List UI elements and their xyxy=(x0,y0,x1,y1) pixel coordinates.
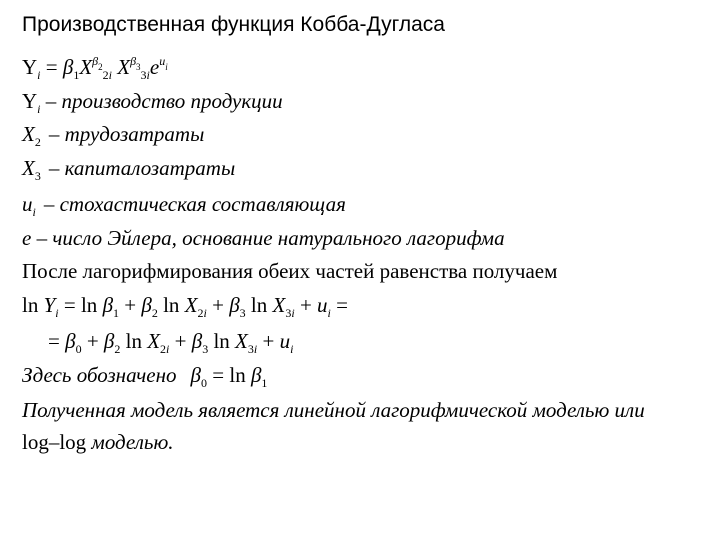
conclusion-line-1: Полученная модель является линейной лагорифмической моделью или xyxy=(22,398,645,422)
log-formula-2: = $\beta_0 + \beta_2$ $\ln X_{2i} + \beta_3$ $\ln X_{3i} + u_i$ xyxy=(48,329,294,356)
page-title: Производственная функция Кобба-Дугласа xyxy=(22,13,445,36)
def-x2: $X_2$ – трудозатраты xyxy=(22,122,205,149)
def-x3: $X_3$ – капиталозатраты xyxy=(22,156,236,183)
conclusion-line-2: log–log моделью. xyxy=(22,430,174,454)
log-intro: После лагорифмирования обеих частей равенства получаем xyxy=(22,259,558,283)
def-u: $u_i$ – стохастическая составляющая xyxy=(22,192,346,219)
here-denoted: Здесь обозначено $\beta_0 = \ln \beta_1$ xyxy=(22,363,268,390)
def-e: e – число Эйлера, основание натурального лагорифма xyxy=(22,226,505,250)
def-y: $Y_i$ – производство продукции xyxy=(22,89,283,116)
cobb-douglas-formula: $Y_i = \beta_1X^{\beta_2}_{2i}$ $X^{\beta_3}_{3i}e^{u_i}$ xyxy=(22,54,168,82)
log-formula-1: $\ln Y_i = \ln \beta_1 + \beta_2$ $\ln X_{2i} + \beta_3$ $\ln X_{3i} + u_i$ = xyxy=(22,293,348,320)
